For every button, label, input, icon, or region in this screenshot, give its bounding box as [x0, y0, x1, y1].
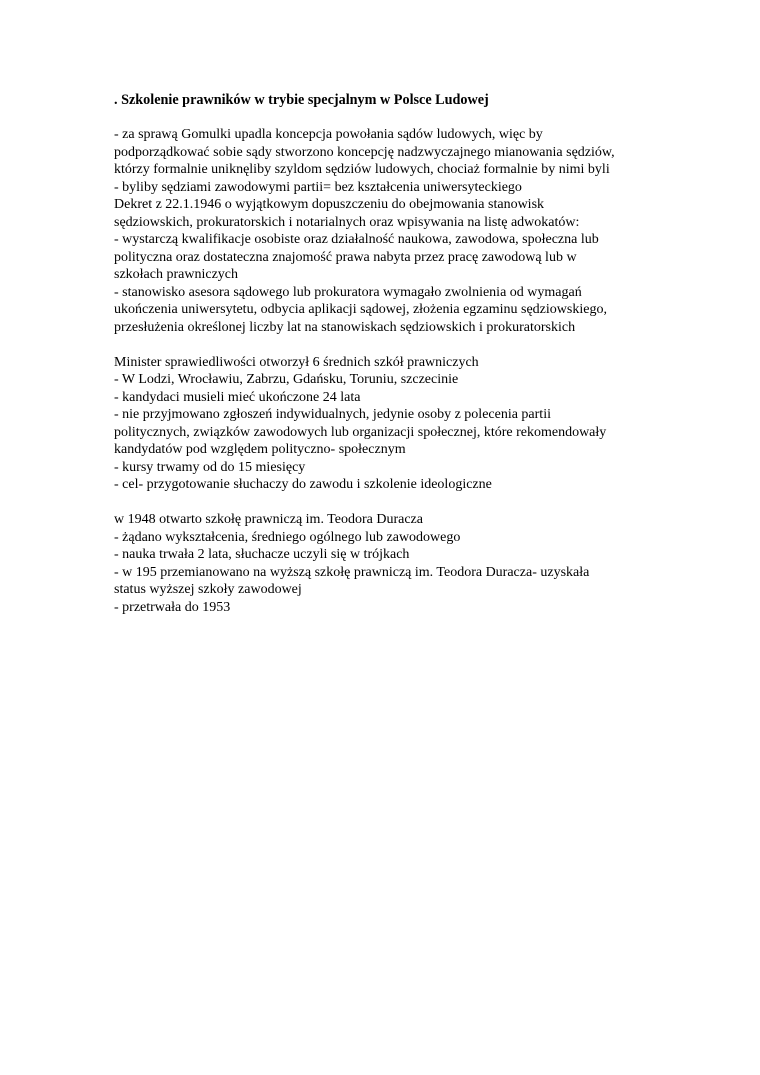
text-line: w 1948 otwarto szkołę prawniczą im. Teodora Duracza — [114, 512, 423, 527]
section-duracz-school — [114, 511, 694, 616]
text-line: - byliby sędziami zawodowymi partii= bez kształcenia uniwersyteckiego — [114, 179, 522, 195]
text-line: - W Lodzi, Wrocławiu, Zabrzu, Gdańsku, Toruniu, szczecinie — [114, 372, 459, 387]
text-line: kandydatów pod względem polityczno- społecznym — [114, 442, 406, 457]
text-line: polityczna oraz dostateczna znajomość prawa nabyta przez pracę zawodową lub w — [114, 249, 577, 265]
text-line: podporządkować sobie sądy stworzono koncepcję nadzwyczajnego mianowania sędziów, — [114, 144, 615, 160]
section-secondary-schools — [114, 354, 694, 494]
text-line: politycznych, związków zawodowych lub organizacji społecznej, które rekomendowały — [114, 424, 607, 440]
text-line: - w 195 przemianowano na wyższą szkołę prawniczą im. Teodora Duracza- uzyskała — [114, 564, 590, 580]
text-line: ukończenia uniwersytetu, odbycia aplikacji sądowej, złożenia egzaminu sędziowskiego, — [114, 302, 607, 317]
text-line: - przetrwała do 1953 — [114, 599, 231, 615]
text-line: - żądano wykształcenia, średniego ogólnego lub zawodowego — [114, 529, 461, 545]
section-special-appointment — [114, 126, 694, 336]
text-line: - wystarczą kwalifikacje osobiste oraz działalność naukowa, zawodowa, społeczna lub — [114, 232, 599, 247]
text-line: - cel- przygotowanie słuchaczy do zawodu i szkolenie ideologiczne — [114, 477, 492, 492]
text-line: Minister sprawiedliwości otworzył 6 średnich szkół prawniczych — [114, 354, 479, 370]
text-line: sędziowskich, prokuratorskich i notarialnych oraz wpisywania na listę adwokatów: — [114, 214, 580, 230]
text-line: którzy formalnie uniknęliby szyldom sędziów ludowych, chociaż formalnie by nimi byli — [114, 162, 610, 177]
document-body — [114, 91, 694, 634]
text-line: szkołach prawniczych — [114, 267, 238, 282]
text-line: - kursy trwamy od do 15 miesięcy — [114, 459, 306, 475]
document-title: . Szkolenie prawników w trybie specjalnym w Polsce Ludowej — [114, 92, 489, 108]
text-line: Dekret z 22.1.1946 o wyjątkowym dopuszczeniu do obejmowania stanowisk — [114, 197, 545, 212]
text-line: status wyższej szkoły zawodowej — [114, 582, 302, 597]
text-line: przesłużenia określonej liczby lat na stanowiskach sędziowskich i prokuratorskich — [114, 319, 576, 335]
text-line: - nauka trwała 2 lata, słuchacze uczyli się w trójkach — [114, 547, 410, 562]
text-line: - kandydaci musieli mieć ukończone 24 lata — [114, 389, 361, 405]
text-line: - nie przyjmowano zgłoszeń indywidualnych, jedynie osoby z polecenia partii — [114, 407, 551, 422]
text-line: - stanowisko asesora sądowego lub prokuratora wymagało zwolnienia od wymagań — [114, 284, 582, 300]
text-line: - za sprawą Gomulki upadla koncepcja powołania sądów ludowych, więc by — [114, 127, 543, 142]
